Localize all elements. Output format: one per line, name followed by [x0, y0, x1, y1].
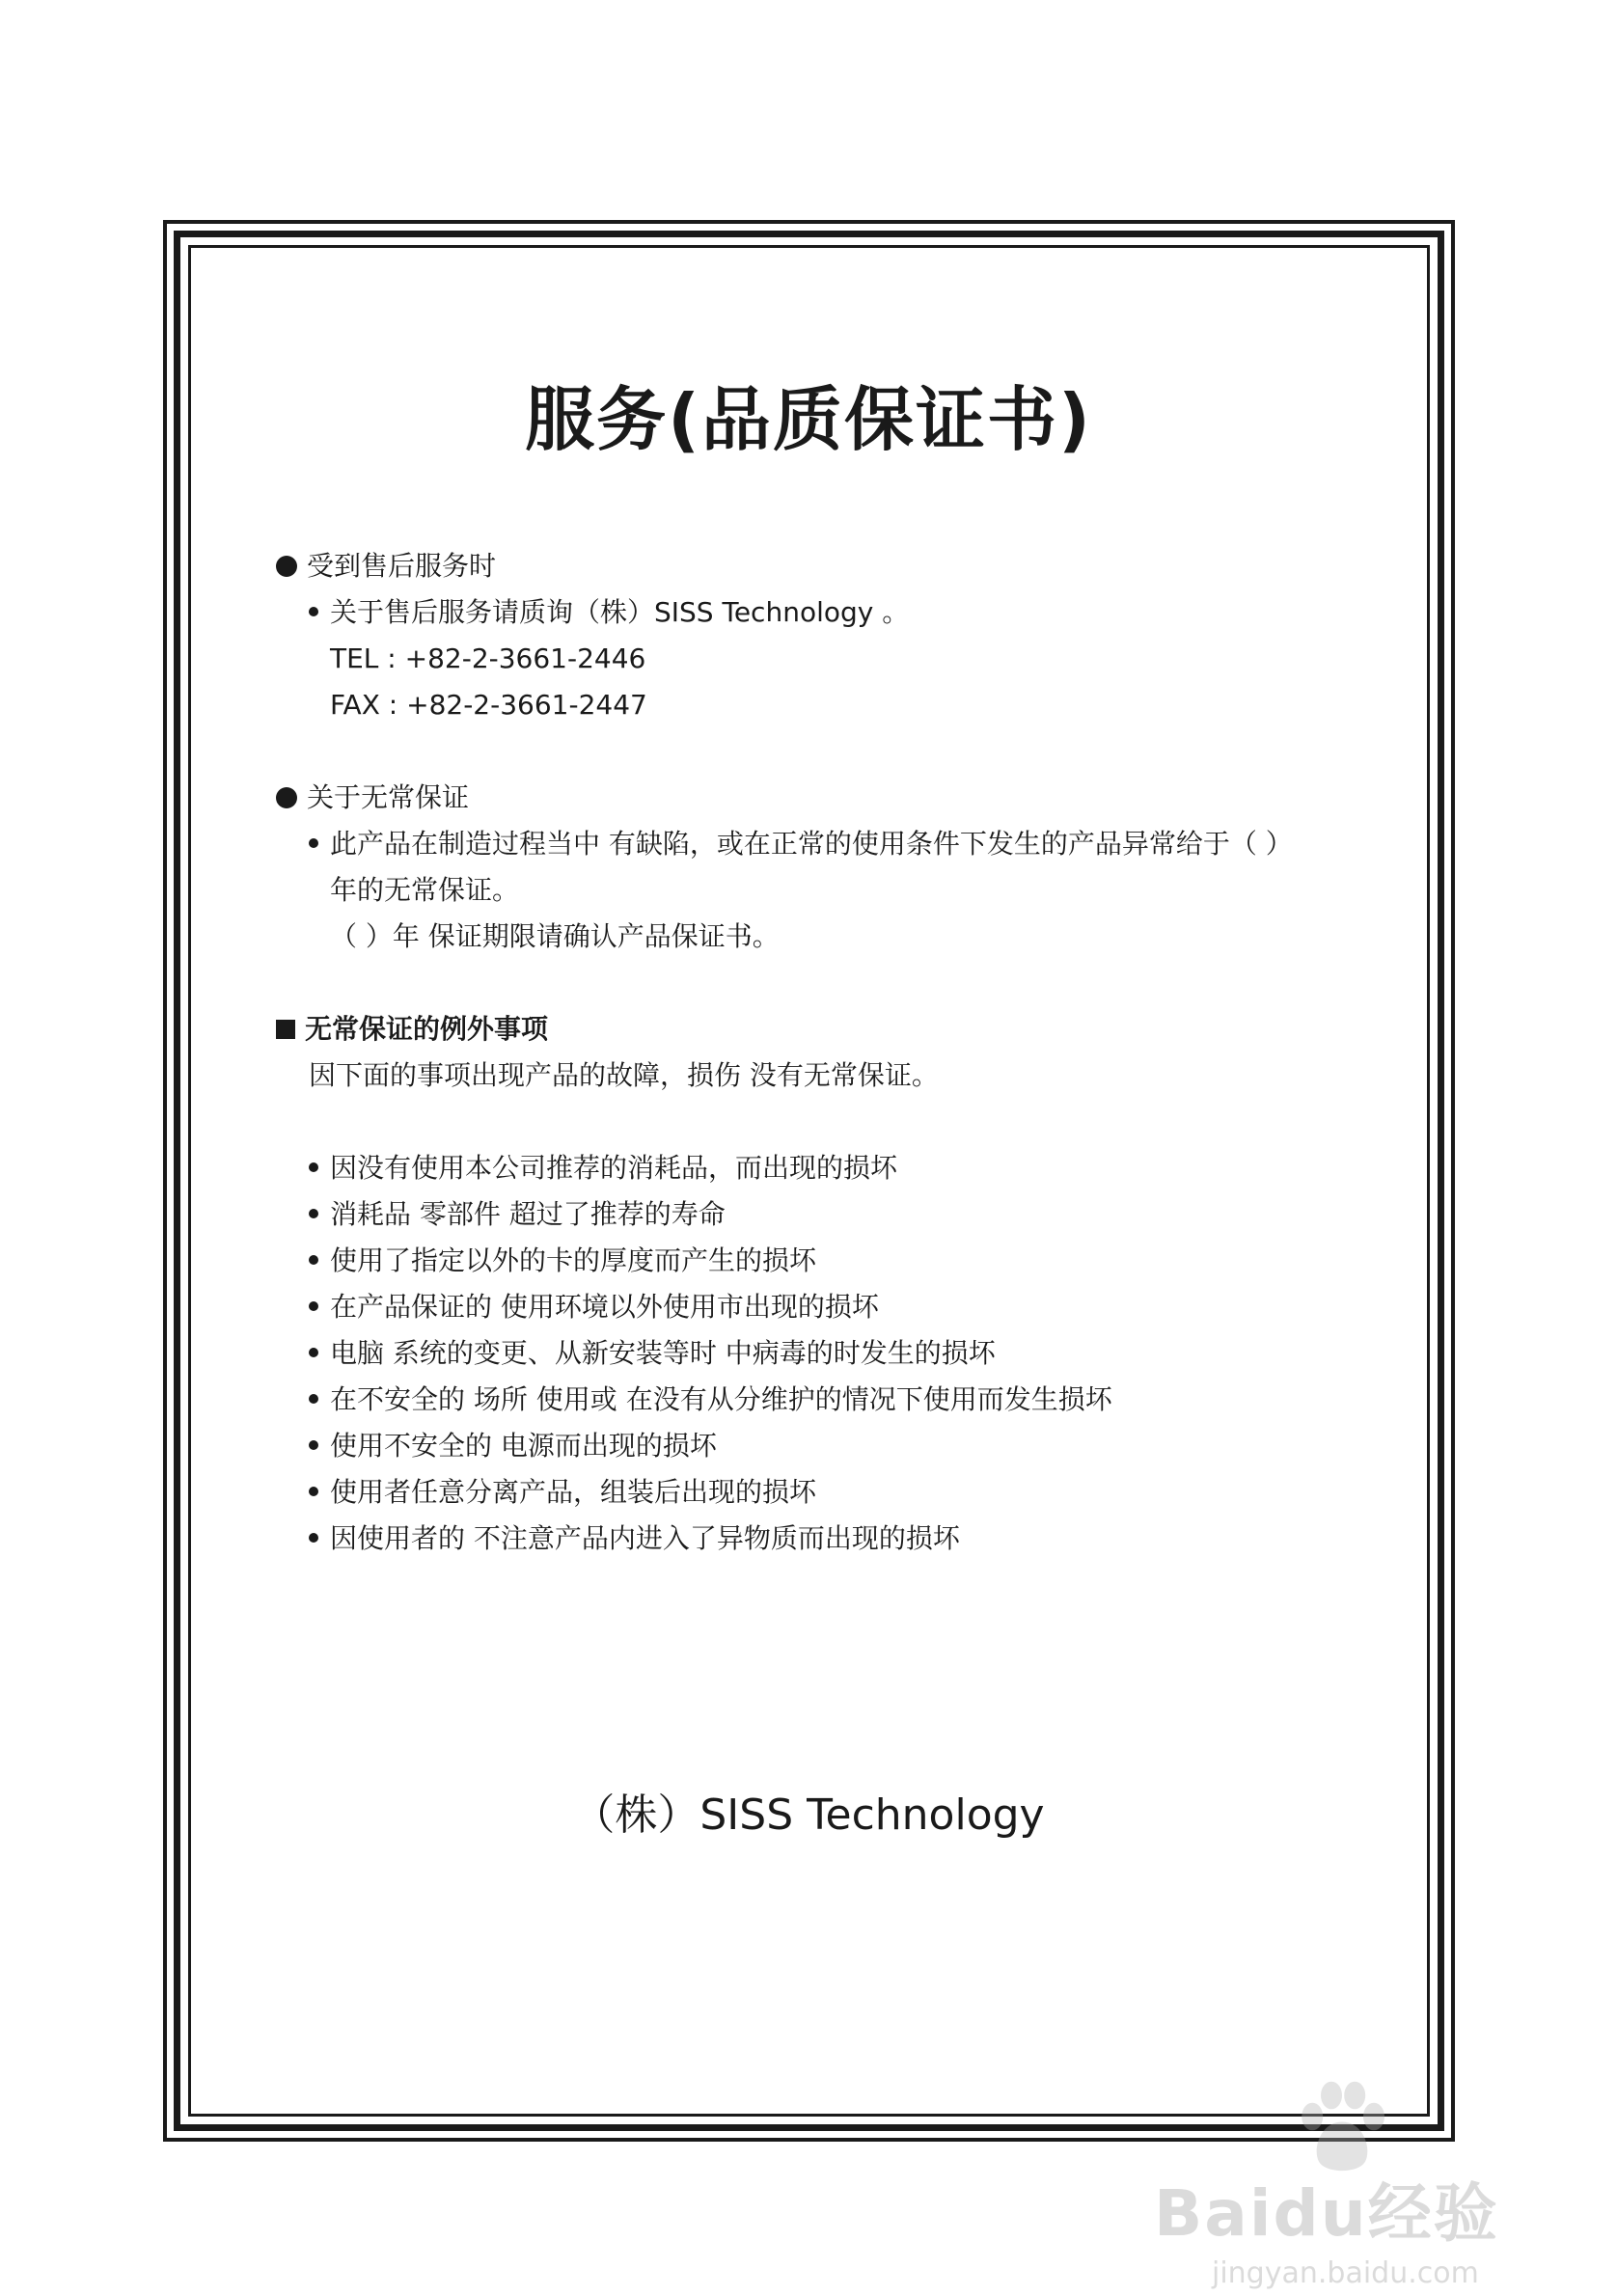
bullet-icon — [309, 607, 318, 616]
fax-line: FAX : +82-2-3661-2447 — [330, 689, 647, 721]
bullet-icon — [309, 1533, 318, 1543]
exception-item — [309, 1149, 897, 1188]
warranty-text: 此产品在制造过程当中 有缺陷，或在正常的使用条件下发生的产品异常给于（ ） — [330, 828, 1293, 860]
section-exceptions-heading — [276, 1010, 548, 1049]
paw-icon — [1289, 2074, 1395, 2180]
section-warranty-heading — [276, 779, 469, 817]
warranty-line-3: （ ）年 保证期限请确认产品保证书。 — [330, 920, 780, 952]
exception-text: 电脑 系统的变更、从新安装等时 中病毒的时发生的损坏 — [330, 1337, 996, 1369]
exception-item — [309, 1427, 717, 1465]
exception-text: 因使用者的 不注意产品内进入了异物质而出现的损坏 — [330, 1522, 960, 1554]
after-sales-contact-item — [309, 593, 909, 632]
exception-item — [309, 1380, 1112, 1419]
watermark-url: jingyan.baidu.com — [1212, 2256, 1479, 2290]
exception-text: 消耗品 零部件 超过了推荐的寿命 — [330, 1198, 726, 1230]
bullet-icon — [309, 1255, 318, 1265]
exception-item — [309, 1519, 960, 1558]
exception-item — [309, 1195, 726, 1234]
exception-text: 使用者任意分离产品，组装后出现的损坏 — [330, 1476, 817, 1508]
watermark-brand: Baidu经验 — [1154, 2176, 1499, 2251]
exception-item — [309, 1242, 816, 1280]
exception-text: 在产品保证的 使用环境以外使用市出现的损坏 — [330, 1291, 879, 1323]
bullet-icon — [309, 1394, 318, 1404]
company-name: （株）SISS Technology — [572, 1790, 1045, 1840]
section-heading-text: 关于无常保证 — [307, 781, 470, 813]
bullet-icon — [309, 838, 318, 848]
bullet-icon — [309, 1301, 318, 1311]
bullet-icon — [309, 1209, 318, 1218]
exception-text: 在不安全的 场所 使用或 在没有从分维护的情况下使用而发生损坏 — [330, 1383, 1112, 1415]
section-heading-text: 受到售后服务时 — [307, 550, 497, 582]
tel-line: TEL : +82-2-3661-2446 — [330, 642, 646, 674]
exceptions-intro: 因下面的事项出现产品的故障，损伤 没有无常保证。 — [309, 1059, 939, 1091]
square-bullet-icon — [276, 1020, 295, 1039]
baidu-watermark — [1154, 2074, 1559, 2290]
exception-text: 使用不安全的 电源而出现的损坏 — [330, 1430, 717, 1462]
bullet-icon — [309, 1162, 318, 1172]
section-after-sales-heading — [276, 547, 496, 586]
exception-text: 使用了指定以外的卡的厚度而产生的损坏 — [330, 1244, 817, 1276]
bullet-icon — [276, 787, 297, 808]
bullet-icon — [309, 1348, 318, 1357]
exception-text: 因没有使用本公司推荐的消耗品，而出现的损坏 — [330, 1152, 898, 1184]
exception-item — [309, 1288, 879, 1326]
section-heading-text: 无常保证的例外事项 — [305, 1013, 549, 1045]
warranty-line-2: 年的无常保证。 — [330, 874, 520, 906]
warranty-item — [309, 825, 1293, 863]
exception-item — [309, 1334, 996, 1373]
page-title: 服务(品质保证书) — [525, 379, 1092, 460]
bullet-icon — [309, 1440, 318, 1450]
bullet-icon — [276, 556, 297, 577]
after-sales-contact-text: 关于售后服务请质询（株）SISS Technology 。 — [330, 596, 910, 628]
exception-item — [309, 1473, 816, 1512]
bullet-icon — [309, 1487, 318, 1496]
